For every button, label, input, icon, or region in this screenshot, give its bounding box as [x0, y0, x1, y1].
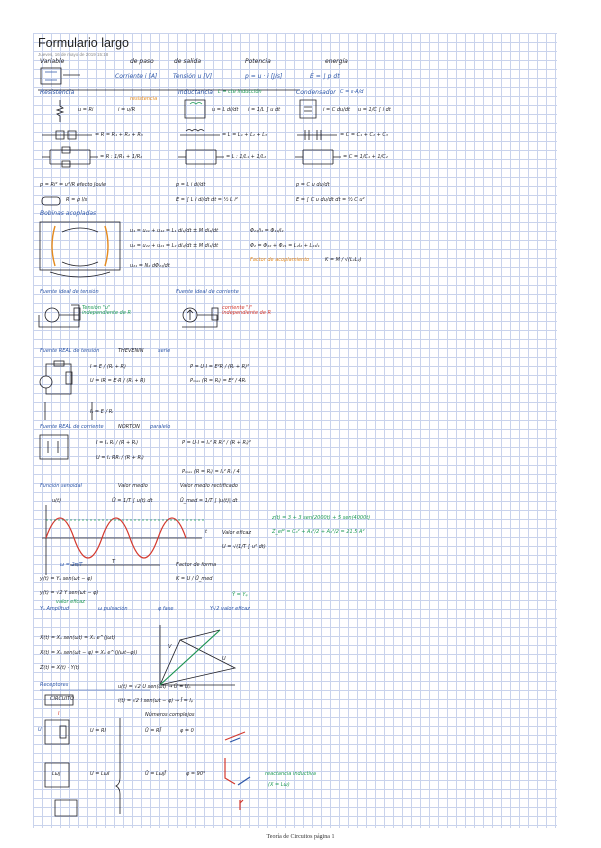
- x3: Z(t) = X(t) · Y(t): [40, 665, 80, 671]
- eficaz-formula: U = √(1/T ∫ u² dt): [222, 544, 266, 550]
- eq-cap2: u = 1/C ∫ i dt: [358, 107, 391, 113]
- joule: p = Ri² = u²/R efecto Joule: [40, 182, 107, 188]
- th2: U = IR = E·R / (Rᵢ + R): [90, 378, 146, 384]
- par-res: = R : 1/R₁ + 1/R₂: [100, 154, 143, 160]
- col-energia: energía: [325, 58, 348, 65]
- page-footer: Teoría de Circuitos página 1: [266, 834, 335, 840]
- r-eq: U = RI: [90, 728, 106, 734]
- series-cap: = C = C₁ + C₂ + C₃: [340, 132, 388, 138]
- y2: y(t) = √2 Y sen(ωt − φ): [40, 590, 99, 596]
- norton-paralelo: paralelo: [150, 424, 171, 430]
- x1: X(t) = Xₛ sen(ωt) = Xₛ e^(jωt): [40, 635, 116, 641]
- par-ind: = L : 1/L₁ + 1/L₂: [226, 154, 267, 160]
- acop-eq3: u₂₁ = N₂ dΦ₂₁/dt: [130, 263, 170, 269]
- rec-u-label: U: [38, 727, 42, 733]
- eq-ind2: i = 1/L ∫ u dt: [248, 107, 281, 113]
- valor-rect-label: Valor medio rectificado: [180, 483, 238, 489]
- norton-sketch: [40, 435, 68, 459]
- reactancia-label: reactancia inductiva: [265, 771, 316, 777]
- p-ind: p = L i di/dt: [176, 182, 206, 188]
- u-axis-label: u(t): [52, 498, 62, 504]
- resistividad: R = ρ l/s: [66, 197, 88, 203]
- tension-label: Tensión u [V]: [173, 73, 213, 80]
- series-res: = R = R₁ + R₂ + R₃: [95, 132, 143, 138]
- resistor-sketch: [57, 100, 63, 122]
- rec-eq1: u(t) = √2 U sen(ωt) → Ū = Uₚ: [118, 684, 191, 690]
- e-cap: E = ∫ C u du/dt dt = ½ C u²: [296, 197, 365, 203]
- y3: valor eficaz: [56, 599, 85, 605]
- period-label: T: [112, 559, 116, 565]
- no2: U = Iₛ RRᵢ / (R + Rᵢ): [96, 455, 144, 461]
- forma-label: Factor de forma: [176, 562, 217, 568]
- condensador-title: Condensador: [296, 89, 336, 96]
- corriente-note: corriente "i" independiente de R: [222, 305, 271, 316]
- fuente-ideal-corriente: Fuente ideal de corriente: [176, 289, 239, 295]
- acoplamiento-label: Factor de acoplamiento: [250, 257, 310, 263]
- corriente-label: Corriente i [A]: [115, 73, 158, 80]
- acop-eq5: Φ₂ = Φ₂₂ + Φ₂₁ = L₂i₂ + L₂₁i₁: [250, 243, 320, 249]
- l-fase: φ = 90°: [186, 771, 206, 777]
- source-sketch: [41, 68, 61, 84]
- page-title: Formulario largo: [38, 36, 130, 50]
- rec-eq2: i(t) = √2 I sen(ωt − φ) → Ī = Iᵩ: [118, 698, 193, 704]
- rec-lw-label: Lωj: [52, 771, 61, 777]
- no1: I = Iₛ Rᵢ / (R + Rᵢ): [96, 440, 139, 446]
- leg-amplitud: Yₛ Amplitud: [40, 606, 70, 612]
- eq-res: u = Ri: [78, 107, 94, 113]
- t-axis-label: t: [205, 529, 207, 535]
- rect-formula: Ū_med = 1/T ∫ |u(t)| dt: [180, 498, 238, 504]
- energia-formula: E = ∫ p dt: [310, 73, 340, 80]
- numeros-label: Números complejos: [145, 712, 195, 718]
- th3: P = U·I = E²R / (Rᵢ + R)²: [190, 364, 250, 370]
- receptores-title: Receptores: [40, 682, 69, 688]
- leg-pulsacion: ω pulsación: [98, 606, 128, 612]
- l-cplx: Ū = LωjĪ: [145, 771, 166, 777]
- no4: Pₘₐₓ (R = Rᵢ) = Iₛ² Rᵢ / 4: [182, 469, 240, 475]
- acoplados-title: Bobinas acopladas: [40, 210, 97, 217]
- th1: I = E / (Rᵢ + R): [90, 364, 126, 370]
- xl-label: (X = Lω): [268, 782, 290, 788]
- col-potencia: Potencia: [245, 58, 271, 65]
- e-ind: E = ∫ L i di/dt dt = ½ L i²: [176, 197, 238, 203]
- valor-medio-label: Valor medio: [118, 483, 148, 489]
- acop-eq2: u₂ = u₂₂ + u₂₁ = L₂ di₂/dt ± M di₁/dt: [130, 243, 219, 249]
- resistencia-note: resistencia: [130, 96, 158, 102]
- par-cap: = C = 1/C₁ + 1/C₂: [343, 154, 388, 160]
- resistencia-title: Resistencia: [40, 89, 75, 96]
- phasor-v: V: [168, 644, 172, 650]
- norton-label: NORTON: [118, 424, 140, 430]
- resistor-circuit: [45, 720, 69, 744]
- th5: Iₛ = E / Rᵢ: [90, 409, 114, 415]
- potencia-formula: p = u · i [J/s]: [245, 73, 283, 80]
- page-subtitle: Jueves, 16 de mayo de 2019 15:18: [38, 52, 109, 57]
- omega-label: ω = 2π/T: [60, 562, 83, 568]
- acoplamiento-k: K = M / √(L₁L₂): [325, 257, 362, 263]
- y1: y(t) = Yₛ sen(ωt − φ): [40, 576, 93, 582]
- eq-cap: i = C du/dt: [323, 107, 350, 113]
- ejemplo2: Z_ef² = C₀² + A₁²/2 + A₂²/2 = 21.5 A²: [272, 529, 365, 535]
- ideal-voltage-source: [45, 308, 59, 322]
- eficaz-label: Valor eficaz: [222, 530, 252, 536]
- senoidal-title: Función senoidal: [40, 483, 82, 489]
- phasor-u: U: [222, 656, 226, 662]
- rel: Ȳ = Yᵩ: [232, 592, 248, 598]
- x2: X(t) = Xₛ sen(ωt − φ) = Xₛ e^(j(ωt−φ)): [40, 650, 138, 656]
- thevenin-source: [40, 376, 52, 388]
- forma-formula: K = U / Ū_med: [176, 576, 213, 582]
- thevenin-serie: serie: [158, 348, 171, 354]
- phasor-axes: [160, 625, 235, 685]
- medio-formula: Ū = 1/T ∫ u(t) dt: [112, 498, 153, 504]
- condensador-note: C = ε·A/d: [340, 89, 364, 95]
- col-salida: de salida: [174, 58, 202, 65]
- leg-eficaz: Y√2 valor eficaz: [210, 606, 250, 612]
- r-cplx: Ū = RĪ: [145, 728, 161, 734]
- eq-res2: i = u/R: [118, 107, 136, 113]
- acop-eq1: u₁ = u₁₁ + u₁₂ = L₁ di₁/dt ± M di₂/dt: [130, 228, 219, 234]
- series-ind: = L = L₁ + L₂ + L₃: [222, 132, 268, 138]
- rec-i-label: I: [58, 711, 60, 717]
- thevenin-label: THEVENIN: [118, 348, 144, 354]
- thevenin-title: Fuente REAL de tensión: [40, 348, 100, 354]
- acop-eq4: Φ₂₁/i₁ = Φ₁₂/i₂: [250, 228, 284, 234]
- leg-fase: φ fase: [158, 606, 174, 612]
- fuente-ideal-tension: Fuente ideal de tensión: [40, 289, 99, 295]
- r-fase: φ = 0: [180, 728, 194, 734]
- col-variable: Variable: [40, 58, 65, 65]
- eq-ind: u = L di/dt: [212, 107, 239, 113]
- col-paso: de paso: [130, 58, 154, 65]
- no3: P = U·I = Iₛ² R Rᵢ² / (R + Rᵢ)²: [182, 440, 251, 446]
- norton-title: Fuente REAL de corriente: [40, 424, 104, 430]
- inductancia-title: Inductancia: [178, 89, 213, 96]
- th3b: Pₘₐₓ (R = Rᵢ) = E² / 4Rᵢ: [190, 378, 246, 384]
- tension-note: Tensión "u" independiente de R: [82, 305, 131, 316]
- ejemplo: z(t) = 3 + 3 sen(2000t) + 5 sen(4000t): [272, 515, 371, 521]
- circuito-label: CIRCUITO: [50, 696, 75, 702]
- l-eq: U = LωI: [90, 771, 110, 777]
- inductancia-note: L = cte inducción: [218, 89, 262, 95]
- p-cap: p = C u du/dt: [296, 182, 330, 188]
